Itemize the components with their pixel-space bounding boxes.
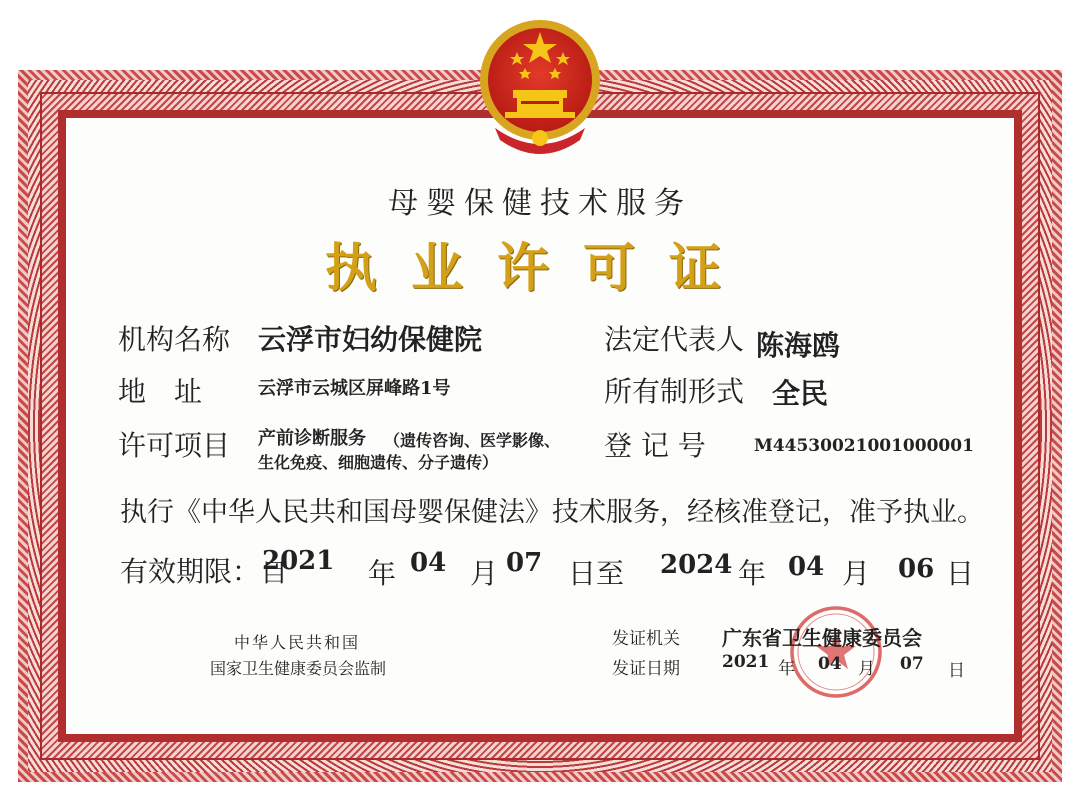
validity-day-char: 日 — [946, 557, 975, 590]
issue-date-label: 发证日期 — [612, 659, 680, 679]
reg-no-value: M44530021001000001 — [754, 436, 974, 456]
issue-month: 04 — [818, 654, 842, 674]
validity-start-year: 2021 — [262, 546, 335, 576]
validity-end-year: 2024 — [660, 550, 733, 580]
issuer-value: 广东省卫生健康委员会 — [722, 626, 922, 650]
validity-month-char-1: 月 — [470, 557, 499, 590]
issue-day-char: 日 — [948, 661, 965, 681]
validity-month-char-2: 月 — [842, 557, 871, 590]
validity-year-char-2: 年 — [738, 557, 767, 590]
issue-year: 2021 — [722, 652, 770, 672]
validity-year-char-1: 年 — [368, 557, 397, 590]
issue-day: 07 — [900, 654, 924, 674]
license-statement: 执行《中华人民共和国母婴保健法》技术服务，经核准登记，准予执业。 — [120, 497, 984, 528]
org-name-label: 机构名称 — [118, 323, 231, 356]
ownership-label: 所有制形式 — [604, 375, 745, 408]
certificate-title: 执业许可证 — [324, 239, 755, 299]
address-label: 地 址 — [118, 375, 203, 408]
scope-label: 许可项目 — [118, 429, 231, 462]
validity-start-month: 04 — [410, 548, 447, 578]
reg-no-label: 登 记 号 — [604, 429, 706, 462]
org-name-value: 云浮市妇幼保健院 — [258, 323, 483, 356]
validity-day-to: 日至 — [568, 557, 625, 590]
scope-value-line1: （遗传咨询、医学影像、 — [384, 431, 561, 450]
validity-end-month: 04 — [788, 552, 825, 582]
supervisor-line2: 国家卫生健康委员会监制 — [210, 659, 387, 678]
legal-rep-value: 陈海鸥 — [756, 329, 841, 362]
ownership-value: 全民 — [772, 377, 829, 410]
scope-value-line2: 生化免疫、细胞遗传、分子遗传） — [258, 453, 499, 472]
scope-value-main: 产前诊断服务 — [258, 428, 366, 449]
validity-start-day: 07 — [506, 548, 543, 578]
issue-month-char: 月 — [858, 659, 875, 679]
issue-year-char: 年 — [778, 659, 795, 679]
validity-end-day: 06 — [898, 554, 935, 584]
legal-rep-label: 法定代表人 — [604, 323, 745, 356]
official-seal-icon — [786, 602, 886, 702]
national-emblem-icon — [475, 10, 605, 160]
supervisor-line1: 中华人民共和国 — [234, 633, 361, 652]
certificate-subtitle: 母婴保健技术服务 — [388, 186, 692, 221]
issuer-label: 发证机关 — [612, 629, 680, 649]
validity-prefix: 有效期限：自 — [120, 555, 289, 588]
address-value: 云浮市云城区屏峰路1号 — [258, 378, 451, 399]
